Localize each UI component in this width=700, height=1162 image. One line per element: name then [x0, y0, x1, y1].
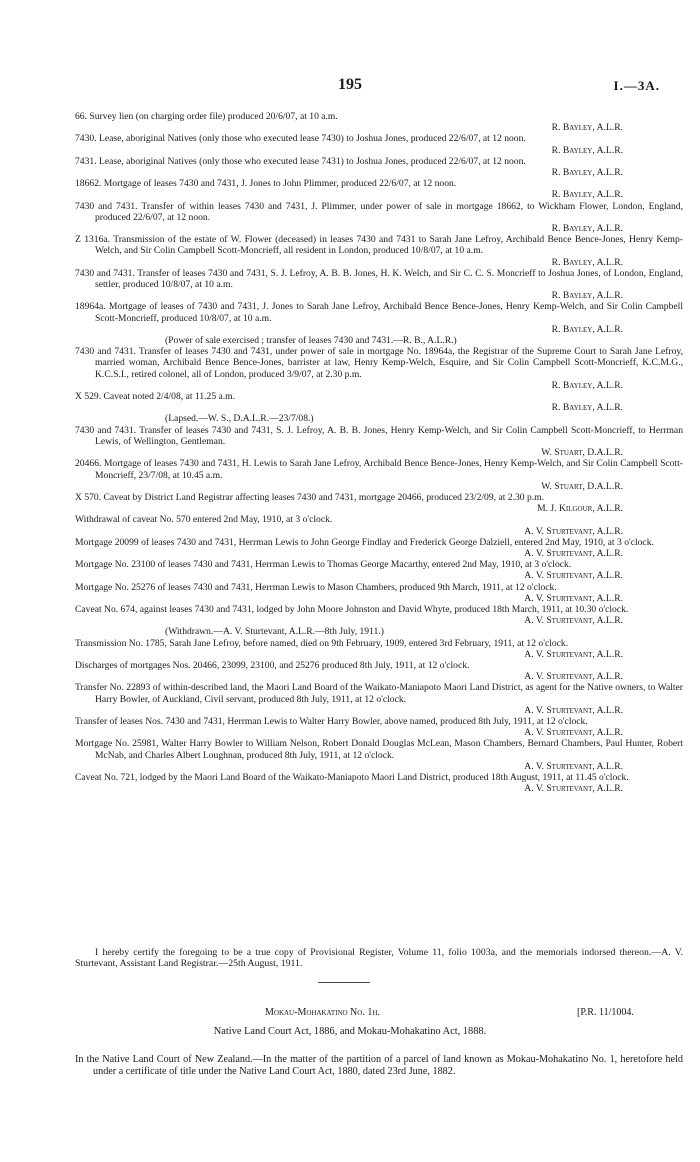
register-entry	[75, 425, 683, 459]
entry-text: X 570. Caveat by District Land Registrar affecting leases 7430 and 7431, mortgage 20466, produced 23/2/09, at 2.30 p.m.	[75, 491, 545, 503]
section-reference: [P.R. 11/1004.	[577, 1007, 634, 1018]
entry-text: 7430 and 7431. Transfer of leases 7430 and 7431, under power of sale in mortgage No. 18964a, the Registrar of the Supreme Court to Sarah Jane Lefroy, married woman, Archibald Bence Bence-Jones, barrister at law, Henry Kemp-Welch, Esquire, and Sir Colin Campbell Scott-Moncrieff, K.C.M.G., K.C.S.I., retired colonel, all of London, produced 3/9/07, at 2.30 p.m.	[75, 346, 683, 380]
page-number: 195	[338, 76, 362, 93]
register-entry	[75, 638, 683, 660]
entry-text: 18662. Mortgage of leases 7430 and 7431, J. Jones to John Plimmer, produced 22/6/07, at 12 noon.	[75, 178, 457, 190]
entry-text: 20466. Mortgage of leases 7430 and 7431, H. Lewis to Sarah Jane Lefroy, Archibald Bence Bence-Jones, Henry Kemp-Welch, and Sir Colin Campbell Scott-Moncrieff, 23/7/08, at 10.45 a.m.	[75, 458, 683, 481]
entry-text: Z 1316a. Transmission of the estate of W. Flower (deceased) in leases 7430 and 7431 to Sarah Jane Lefroy, Archibald Bence Bence-Jones, Henry Kemp-Welch, and Sir Colin Campbell Scott-Moncrieff, all resident in London, produced 10/8/07, at 10 a.m.	[75, 234, 683, 257]
register-entry	[75, 604, 683, 638]
register-entry	[75, 133, 683, 155]
section-title: Mokau-Mohakatino No. 1h.	[265, 1007, 380, 1018]
entry-signature: R. Bayley, A.L.R.	[551, 189, 623, 201]
entry-text: Transfer of leases Nos. 7430 and 7431, Herrman Lewis to Walter Harry Bowler, above named, produced 8th July, 1911, at 12 o'clock.	[75, 715, 588, 727]
entry-text: Transmission No. 1785, Sarah Jane Lefroy, before named, died on 9th February, 1909, entered 3rd February, 1911, at 12 o'clock.	[75, 637, 569, 649]
entry-text: Mortgage No. 23100 of leases 7430 and 7431, Herrman Lewis to Thomas George Macarthy, entered 2nd May, 1910, at 3 o'clock.	[75, 559, 572, 571]
entry-signature: R. Bayley, A.L.R.	[551, 402, 623, 414]
register-entry	[75, 391, 683, 425]
entry-note: (Withdrawn.—A. V. Sturtevant, A.L.R.—8th July, 1911.)	[165, 626, 384, 638]
entry-signature: R. Bayley, A.L.R.	[551, 290, 623, 302]
entry-signature: R. Bayley, A.L.R.	[551, 223, 623, 235]
certification-paragraph: I hereby certify the foregoing to be a true copy of Provisional Register, Volume 11, folio 1003a, and the memorials indorsed thereon.—A. V. Sturtevant, Assistant Land Registrar.—25th August, 1911.	[75, 946, 683, 970]
register-entry	[75, 514, 683, 536]
entry-signature: R. Bayley, A.L.R.	[551, 379, 623, 391]
register-entry	[75, 156, 683, 178]
register-entry	[75, 716, 683, 738]
entry-text: Transfer No. 22893 of within-described land, the Maori Land Board of the Waikato-Maniapoto Maori Land District, as agent for the Native owners, to Walter Harry Bowler, of Auckland, Civil servant, produced 8th July, 1911, at 12 o'clock.	[75, 682, 683, 705]
register-entry	[75, 682, 683, 716]
entry-signature: R. Bayley, A.L.R.	[551, 167, 623, 179]
entry-signature: R. Bayley, A.L.R.	[551, 256, 623, 268]
entry-signature: R. Bayley, A.L.R.	[551, 122, 623, 134]
entry-text: 7430 and 7431. Transfer of leases 7430 and 7431, S. J. Lefroy, A. B. B. Jones, Henry Kemp-Welch, and Sir Colin Campbell Scott-Moncrieff, to Herrman Lewis, of Wellington, Gentleman.	[75, 424, 683, 447]
register-entry	[75, 559, 683, 581]
register-entry	[75, 458, 683, 492]
entry-signature: A. V. Sturtevant, A.L.R.	[524, 727, 623, 739]
page-reference: I.—3A.	[613, 78, 660, 93]
register-entry	[75, 201, 683, 235]
entry-note: (Power of sale exercised ; transfer of leases 7430 and 7431.—R. B., A.L.R.)	[165, 335, 457, 347]
entry-text: 7430 and 7431. Transfer of leases 7430 and 7431, S. J. Lefroy, A. B. B. Jones, H. K. Welch, and Sir C. C. S. Moncrieff to Joshua Jones, of London, England, settler, produced 10/8/07, at 10 a.m.	[75, 267, 683, 291]
entry-text: Caveat No. 674, against leases 7430 and 7431, lodged by John Moore Johnston and David Whyte, produced 18th March, 1911, at 10.30 o'clock.	[75, 603, 629, 615]
register-entries	[75, 111, 683, 794]
page-header	[0, 76, 700, 100]
register-entry	[75, 738, 683, 772]
entry-signature: A. V. Sturtevant, A.L.R.	[524, 547, 623, 559]
entry-text: Mortgage 20099 of leases 7430 and 7431, Herrman Lewis to John George Findlay and Frederick George Dalziell, entered 2nd May, 1910, at 3 o'clock.	[75, 536, 654, 548]
entry-signature: R. Bayley, A.L.R.	[551, 323, 623, 335]
register-entry	[75, 178, 683, 200]
entry-signature: A. V. Sturtevant, A.L.R.	[524, 570, 623, 582]
register-entry	[75, 111, 683, 133]
entry-text: Mortgage No. 25276 of leases 7430 and 7431, Herrman Lewis to Mason Chambers, produced 9th March, 1911, at 12 o'clock.	[75, 581, 557, 593]
acts-line: Native Land Court Act, 1886, and Mokau-Mohakatino Act, 1888.	[213, 1026, 487, 1037]
register-entry	[75, 346, 683, 391]
court-paragraph: In the Native Land Court of New Zealand.—In the matter of the partition of a parcel of land known as Mokau-Mohakatino No. 1, heretofore held under a certificate of title under the Native Land Court Act, 1880, dated 23rd June, 1882.	[75, 1054, 683, 1078]
entry-signature: A. V. Sturtevant, A.L.R.	[524, 704, 623, 716]
entry-signature: A. V. Sturtevant, A.L.R.	[524, 525, 623, 537]
register-entry	[75, 492, 683, 514]
entry-text: 7431. Lease, aboriginal Natives (only those who executed lease 7431) to Joshua Jones, produced 22/6/07, at 12 noon.	[75, 155, 526, 167]
register-entry	[75, 582, 683, 604]
entry-text: 7430 and 7431. Transfer of within leases 7430 and 7431, J. Plimmer, under power of sale in mortgage 18662, to Wickham Flower, London, England, produced 22/6/07, at 12 noon.	[75, 200, 683, 223]
entry-signature: A. V. Sturtevant, A.L.R.	[524, 648, 623, 660]
register-entry	[75, 234, 683, 268]
entry-signature: M. J. Kilgour, A.L.R.	[537, 503, 623, 515]
register-entry	[75, 660, 683, 682]
entry-signature: A. V. Sturtevant, A.L.R.	[524, 760, 623, 772]
entry-text: 7430. Lease, aboriginal Natives (only those who executed lease 7430) to Joshua Jones, produced 22/6/07, at 12 noon.	[75, 133, 526, 145]
entry-signature: A. V. Sturtevant, A.L.R.	[524, 671, 623, 683]
entry-text: Withdrawal of caveat No. 570 entered 2nd May, 1910, at 3 o'clock.	[75, 514, 333, 526]
entry-text: X 529. Caveat noted 2/4/08, at 11.25 a.m.	[75, 391, 236, 403]
register-entry	[75, 268, 683, 302]
register-entry	[75, 537, 683, 559]
entry-text: Caveat No. 721, lodged by the Maori Land Board of the Waikato-Maniapoto Maori Land District, produced 18th August, 1911, at 11.45 o'clock.	[75, 771, 629, 783]
entry-text: Discharges of mortgages Nos. 20466, 23099, 23100, and 25276 produced 8th July, 1911, at 12 o'clock.	[75, 659, 470, 671]
register-entry	[75, 301, 683, 346]
entry-text: 66. Survey lien (on charging order file) produced 20/6/07, at 10 a.m.	[75, 111, 338, 122]
entry-text: Mortgage No. 25981, Walter Harry Bowler to William Nelson, Robert Donald Douglas McLean, Mason Chambers, Bernard Chambers, Paul Hunter, Robert McNab, and Charles Albert Loughnan, produced 8th July, 1911, at 12 o'clock.	[75, 738, 683, 761]
entry-signature: W. Stuart, D.A.L.R.	[541, 447, 623, 459]
section-divider	[318, 982, 370, 983]
entry-signature: W. Stuart, D.A.L.R.	[541, 480, 623, 492]
register-entry	[75, 772, 683, 794]
entry-signature: R. Bayley, A.L.R.	[551, 144, 623, 156]
entry-text: 18964a. Mortgage of leases of 7430 and 7431, J. Jones to Sarah Jane Lefroy, Archibald Bence Bence-Jones, Henry Kemp-Welch, and Sir Colin Campbell Scott-Moncrieff, produced 10/8/07, at 10 a.m.	[75, 301, 683, 324]
entry-signature: A. V. Sturtevant, A.L.R.	[524, 592, 623, 604]
entry-note: (Lapsed.—W. S., D.A.L.R.—23/7/08.)	[165, 413, 314, 425]
entry-signature: A. V. Sturtevant, A.L.R.	[524, 783, 623, 795]
entry-signature: A. V. Sturtevant, A.L.R.	[524, 615, 623, 627]
